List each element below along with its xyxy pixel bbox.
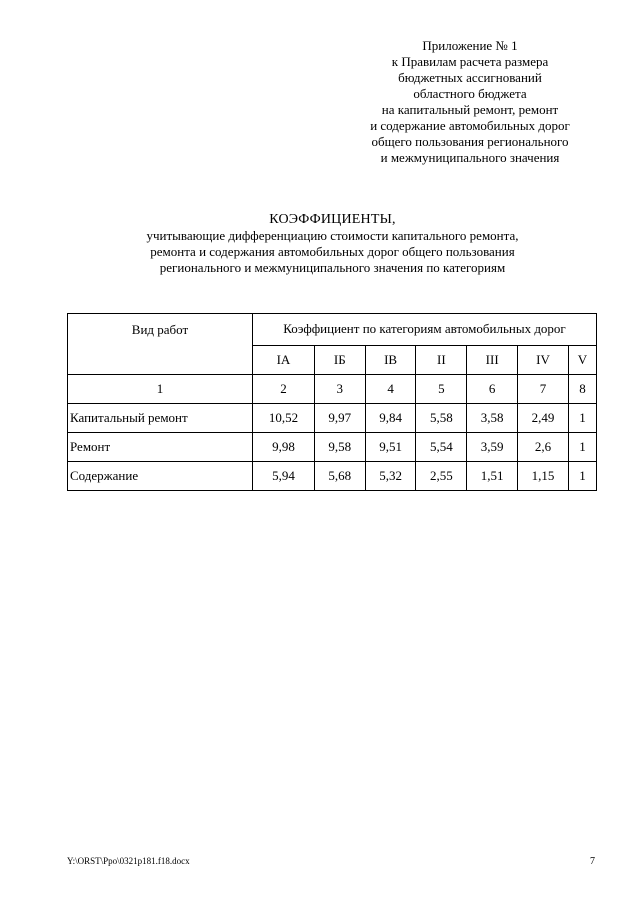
appendix-line: и межмуниципального значения [380,150,560,165]
column-number: 7 [518,375,569,404]
appendix-block [340,38,600,166]
work-type-cell: Ремонт [68,433,253,462]
category-header: III [467,345,518,374]
appendix-line: на капитальный ремонт, ремонт [381,102,559,117]
table-row [68,433,597,462]
title-line: регионального и межмуниципального значения по категориям [159,260,506,275]
coefficient-table [67,313,597,491]
coefficient-cell: 10,52 [253,404,315,433]
category-header: IБ [314,345,365,374]
category-header: II [416,345,467,374]
coefficient-cell: 3,58 [467,404,518,433]
table-row [68,404,597,433]
coefficient-cell: 1,51 [467,462,518,491]
appendix-line: бюджетных ассигнований [398,70,542,85]
appendix-line: к Правилам расчета размера [391,54,549,69]
coefficient-cell: 9,98 [253,433,315,462]
column-number: 1 [68,375,253,404]
coefficient-cell: 5,58 [416,404,467,433]
title-line: ремонта и содержания автомобильных дорог общего пользования [150,244,515,259]
document-title [0,212,640,276]
appendix-line: областного бюджета [413,86,527,101]
category-group-header: Коэффициент по категориям автомобильных дорог [253,314,597,346]
work-type-cell: Содержание [68,462,253,491]
coefficient-cell: 5,32 [365,462,416,491]
coefficient-cell: 3,59 [467,433,518,462]
column-number: 6 [467,375,518,404]
coefficient-cell: 1,15 [518,462,569,491]
footer-file-path: Y:\ORST\Ppo\0321p181.f18.docx [67,856,190,866]
column-number: 2 [253,375,315,404]
coefficient-cell: 5,54 [416,433,467,462]
column-number: 3 [314,375,365,404]
numbering-row [68,375,597,404]
coefficient-cell: 1 [568,462,596,491]
coefficient-cell: 5,68 [314,462,365,491]
category-header: V [568,345,596,374]
coefficient-cell: 9,51 [365,433,416,462]
title-line: учитывающие дифференциацию стоимости капитального ремонта, [146,228,519,243]
coefficient-cell: 9,97 [314,404,365,433]
coefficient-cell: 2,49 [518,404,569,433]
title-heading: КОЭФФИЦИЕНТЫ, [269,212,396,227]
coefficient-cell: 1 [568,404,596,433]
category-header: IА [253,345,315,374]
work-type-cell: Капитальный ремонт [68,404,253,433]
coefficient-cell: 9,58 [314,433,365,462]
work-type-header: Вид работ [68,314,253,375]
coefficient-cell: 9,84 [365,404,416,433]
column-number: 8 [568,375,596,404]
appendix-line: общего пользования регионального [371,134,569,149]
page-number: 7 [590,856,595,867]
appendix-line: Приложение № 1 [422,38,518,53]
column-number: 5 [416,375,467,404]
coefficient-cell: 2,6 [518,433,569,462]
coefficient-cell: 1 [568,433,596,462]
appendix-line: и содержание автомобильных дорог [370,118,570,133]
table-header-row [68,314,597,346]
category-header: IВ [365,345,416,374]
coefficient-cell: 5,94 [253,462,315,491]
table-row [68,462,597,491]
category-header: IV [518,345,569,374]
coefficient-cell: 2,55 [416,462,467,491]
column-number: 4 [365,375,416,404]
